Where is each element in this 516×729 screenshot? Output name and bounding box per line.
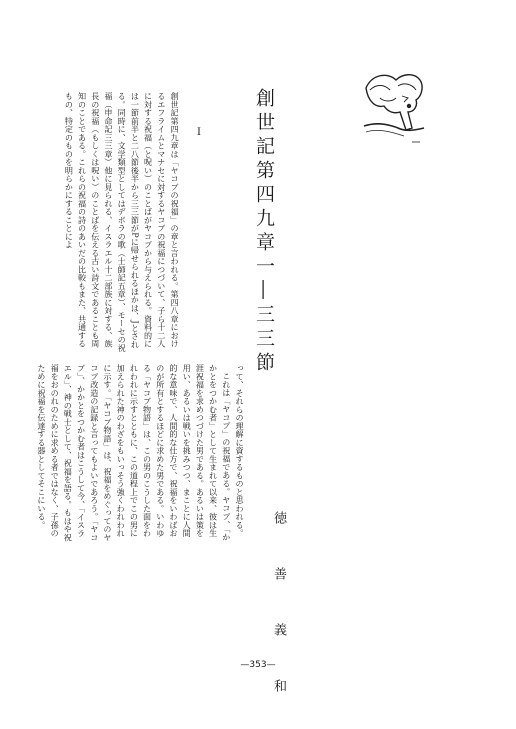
body-column-lower xyxy=(35,364,246,543)
header-illustration-drawing xyxy=(362,66,426,152)
article-title: 創世記第四九章一―三三節 xyxy=(253,88,275,376)
author-name: 徳 善 義 和 xyxy=(271,511,286,707)
body-column-upper xyxy=(62,92,181,354)
paragraph: これは「ヤコブ」の祝福である。ヤコブ、「かかとをつかむ者」として生まれて以来、彼は生涯祝福を求めつづけた男である。あるいは策を用い、あるいは戦いを挑みつつ、まことに人間的な意味で、人間的な仕方で、祝福をいわばおのが所有とするほどに求めた男である。いわゆる「ヤコブ物語」は、この男のこうした面をわれわれに示すとともに、この道程上でこの男に加えられた神のわざをもいっそう強くわれわれに示す。「ヤコブ物語」は、祝福をめぐってのヤコブ改造の記録と言ってもよいであろう。「ヤコブ」、かかとをつかむ者はこうして今、「イスラエル」、神の戦士として、祝福を語る。もはや祝福をおのれのために求める者ではなく、子孫のために祝福を伝達する器としてそこにいる。 xyxy=(36,364,232,542)
section-numeral: I xyxy=(197,127,201,138)
page-number: —353— xyxy=(240,660,276,670)
paragraph: って、それらの理解に資するものと思われる。 xyxy=(235,364,245,538)
header-illustration xyxy=(362,66,426,152)
paragraph: 創世記第四九章は「ヤコブの祝福」の章と言われる。第四八章におけるエフライムとマナセに対するヤコブの祝福につづいて、子ら十二人に対する祝福（と呪い）のことばがヤコブから与えられる。資料的には一節前半と二八節後半から三三節がPに帰せられるほかは、Jとされる。同時に、文学類型としてはデボラの歌（士師記五章）、モーセの祝福（申命記三三章）他に見られる、イスラエル十二部族に対する、族長の祝福（もしくは呪い）のことばを伝える古い詩文であることも周知のことである。これらの祝福の詩のあいだの比較もまた、共通するもの、特定のものを明らかにすることによ xyxy=(64,92,180,352)
